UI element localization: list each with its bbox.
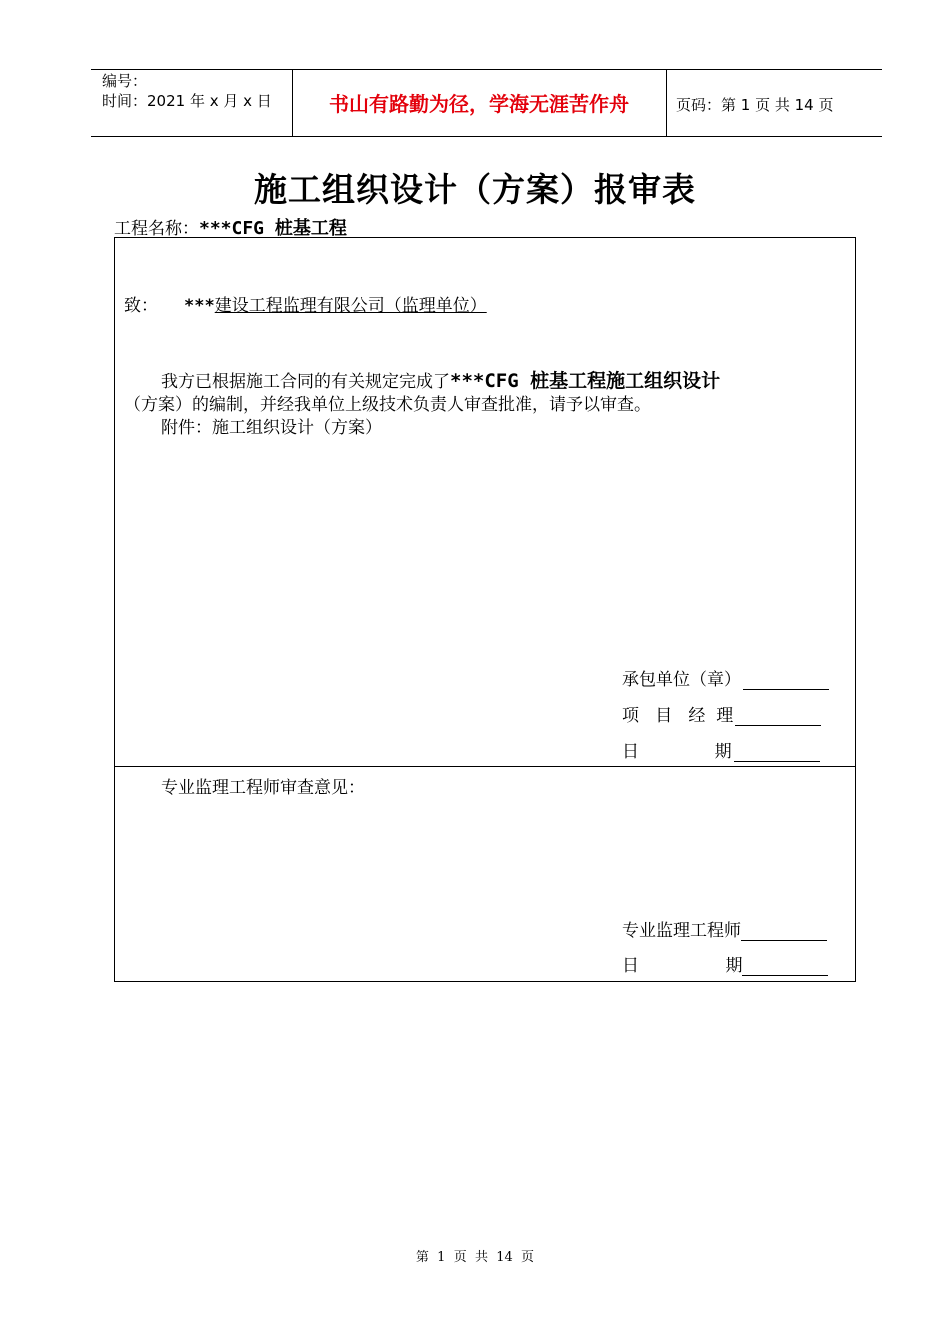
contractor-label: 承包单位（章） bbox=[622, 670, 741, 690]
engineer-signature-line bbox=[622, 916, 827, 941]
form-section-divider bbox=[114, 766, 856, 767]
pm-label: 项 目 经 理 bbox=[622, 706, 734, 726]
addressee-stars: *** bbox=[184, 296, 215, 316]
date-label-1: 日 期 bbox=[622, 742, 732, 762]
date-blank-2 bbox=[742, 958, 828, 976]
header-motto: 书山有路勤为径，学海无涯苦作舟 bbox=[329, 92, 629, 116]
body-line-1 bbox=[161, 366, 720, 393]
project-name-value: ***CFG 桩基工程 bbox=[199, 218, 347, 239]
body-line-1-text: 我方已根据施工合同的有关规定完成了 bbox=[161, 372, 450, 392]
form-frame bbox=[114, 237, 856, 982]
engineer-label: 专业监理工程师 bbox=[622, 921, 741, 941]
addressee-line bbox=[124, 291, 487, 316]
contractor-signature-line bbox=[622, 665, 829, 690]
body-line-1-bold: ***CFG 桩基工程施工组织设计 bbox=[450, 370, 721, 392]
review-opinion-label: 专业监理工程师审查意见： bbox=[161, 778, 365, 798]
date-signature-line-2 bbox=[622, 951, 828, 976]
date-label-2: 日 期 bbox=[622, 956, 743, 976]
pm-signature-line bbox=[622, 701, 821, 726]
engineer-blank bbox=[741, 923, 827, 941]
page-footer: 第 1 页 共 14 页 bbox=[415, 1250, 535, 1265]
document-title: 施工组织设计（方案）报审表 bbox=[254, 170, 696, 209]
project-name-label: 工程名称： bbox=[114, 219, 199, 239]
header-top-rule bbox=[91, 69, 882, 70]
header-bottom-rule bbox=[91, 136, 882, 137]
contractor-blank bbox=[743, 672, 829, 690]
page-info: 页码：第 1 页 共 14 页 bbox=[676, 96, 834, 114]
body-line-2: （方案）的编制，并经我单位上级技术负责人审查批准，请予以审查。 bbox=[124, 395, 651, 415]
addressee-label: 致： bbox=[124, 296, 158, 316]
addressee-unit: 建设工程监理有限公司（监理单位） bbox=[214, 296, 487, 316]
date-label: 时间：2021 年 x 月 x 日 bbox=[102, 92, 272, 110]
date-signature-line-1 bbox=[622, 737, 820, 762]
header-divider-right bbox=[666, 69, 667, 136]
date-blank-1 bbox=[734, 744, 820, 762]
serial-number-label: 编号： bbox=[102, 72, 148, 90]
attachment-line: 附件：施工组织设计（方案） bbox=[161, 418, 382, 438]
pm-blank bbox=[735, 708, 821, 726]
